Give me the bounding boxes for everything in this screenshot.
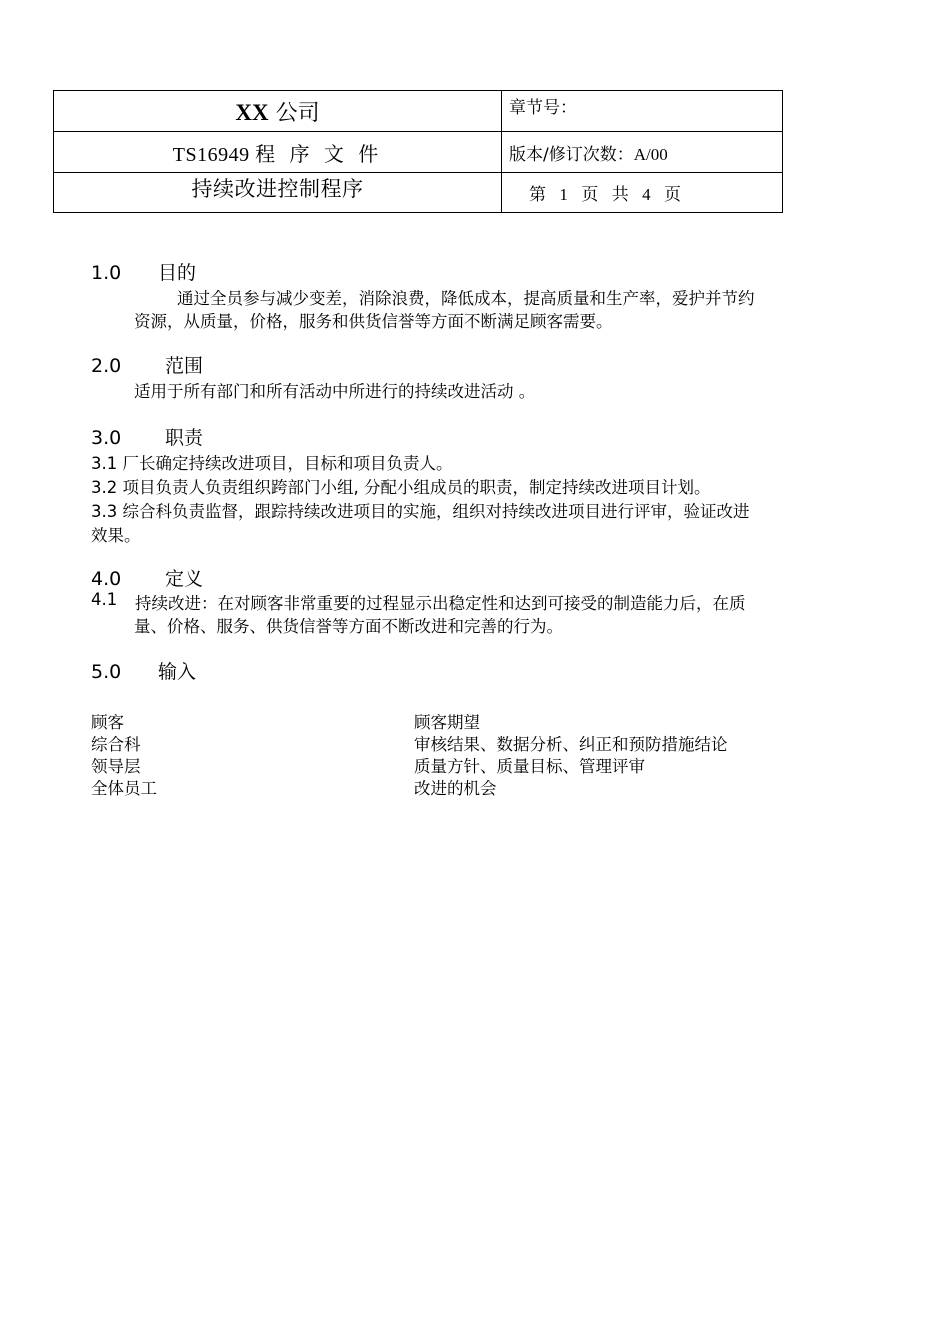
section-number-label: 章节号： — [509, 98, 577, 118]
input-source: 顾客 — [91, 713, 124, 732]
section-title: 输入 — [158, 661, 197, 683]
section-2-heading — [91, 351, 203, 378]
section-2-text-line-1: 适用于所有部门和所有活动中所进行的持续改进活动 。 — [134, 382, 536, 401]
section-title: 目的 — [158, 262, 197, 284]
page-info: 第 1 页 共 4 页 — [529, 185, 682, 205]
section-1-text-line-1: 通过全员参与减少变差，消除浪费，降低成本，提高质量和生产率，爱护并节约 — [177, 289, 755, 308]
doc-type-cell — [54, 132, 502, 173]
section-3-heading — [91, 423, 203, 450]
section-3-item-3-line-1: 3.3 综合科负责监督，跟踪持续改进项目的实施，组织对持续改进项目进行评审，验证改进 — [91, 502, 750, 521]
version-value: A/00 — [633, 144, 668, 164]
section-number: 3.0 — [91, 427, 122, 449]
section-1-heading — [91, 258, 196, 285]
company-name: XX 公司 — [235, 99, 320, 126]
doc-type: TS16949 程 序 文 件 — [172, 141, 383, 166]
procedure-title-cell — [54, 173, 502, 213]
input-source: 综合科 — [91, 735, 141, 754]
section-title: 范围 — [165, 355, 204, 377]
version-label: 版本/修订次数： — [509, 144, 634, 165]
section-3-item-1: 3.1 厂长确定持续改进项目，目标和项目负责人。 — [91, 454, 453, 473]
section-3-item-2: 3.2 项目负责人负责组织跨部门小组, 分配小组成员的职责，制定持续改进项目计划。 — [91, 478, 711, 497]
section-4-item-line-1: 持续改进：在对顾客非常重要的过程显示出稳定性和达到可接受的制造能力后，在质 — [135, 594, 746, 613]
section-number: 1.0 — [91, 262, 122, 284]
version-cell — [502, 132, 783, 173]
input-item: 改进的机会 — [414, 779, 497, 798]
section-1-text-line-2: 资源，从质量，价格，服务和供货信誉等方面不断满足顾客需要。 — [134, 312, 613, 331]
section-title: 定义 — [165, 568, 204, 590]
section-number: 5.0 — [91, 661, 122, 683]
section-4-heading — [91, 564, 203, 591]
input-item: 顾客期望 — [414, 713, 480, 732]
company-cell — [54, 91, 502, 132]
section-title: 职责 — [165, 427, 204, 449]
procedure-title: 持续改进控制程序 — [191, 177, 364, 201]
section-number-cell — [502, 91, 783, 132]
input-source: 领导层 — [91, 757, 141, 776]
section-number: 4.0 — [91, 568, 122, 590]
input-item: 审核结果、数据分析、纠正和预防措施结论 — [414, 735, 728, 754]
section-5-heading — [91, 657, 196, 684]
section-3-item-3-line-2: 效果。 — [91, 526, 141, 545]
section-4-item-line-2: 量、价格、服务、供货信誉等方面不断改进和完善的行为。 — [134, 617, 563, 636]
section-4-item-number: 4.1 — [91, 590, 118, 609]
document-header-table — [53, 90, 783, 213]
input-source: 全体员工 — [91, 779, 157, 798]
page-info-cell — [502, 173, 783, 213]
section-number: 2.0 — [91, 355, 122, 377]
input-item: 质量方针、质量目标、管理评审 — [414, 757, 645, 776]
